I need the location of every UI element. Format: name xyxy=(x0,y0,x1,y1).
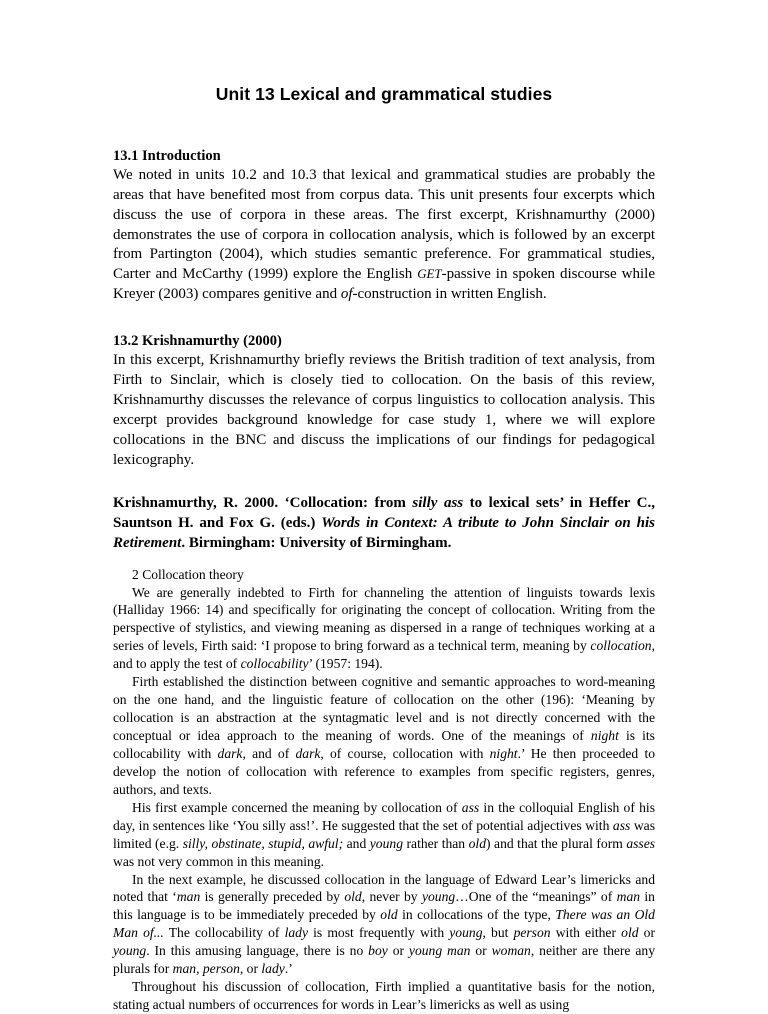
excerpt-section-number: 2 Collocation theory xyxy=(132,566,244,582)
excerpt-block xyxy=(113,566,655,1014)
paragraph-krishnamurthy-overview: In this excerpt, Krishnamurthy briefly reviews the British tradition of text analysis, from Firth to Sinclair, which is closely tied to collocation. On the basis of this review, Krishnamurthy discusses the relevance of corpus linguistics to collocation analysis. This excerpt provides background knowledge for case study 1, where we will explore collocations in the BNC and discuss the implications of our findings for pedagogical lexicography. xyxy=(113,352,655,468)
citation-reference: Krishnamurthy, R. 2000. ‘Collocation: from silly ass to lexical sets’ in Heffer C., Sauntson H. and Fox G. (eds.) Words in Context: A tribute to John Sinclair on his Retirement. Birmingham: University of Birmingham. xyxy=(113,494,655,551)
page-title: Unit 13 Lexical and grammatical studies xyxy=(215,84,553,104)
excerpt-paragraph: His first example concerned the meaning by collocation of ass in the colloquial English of his day, in sentences like ‘You silly ass!’. He suggested that the set of potential adjectives with ass was limited (e.g. silly, obstinate, stupid, awful; and young rather than old) and that the plural form asses was not very common in this meaning. xyxy=(113,799,656,869)
section-heading-13-1: 13.1 Introduction xyxy=(113,147,221,164)
excerpt-paragraph: Firth established the distinction between cognitive and semantic approaches to word-meaning on the one hand, and the linguistic feature of collocation on the other (196): ‘Meaning by collocation is an abstraction at the syntagmatic level and is not directly concerned with the conceptual or idea approach to the meaning of words. One of the meanings of night is its collocability with dark, and of dark, of course, collocation with night.’ He then proceeded to develop the notion of collocation with reference to examples from specific registers, genres, authors, and texts. xyxy=(113,674,656,797)
excerpt-paragraph: Throughout his discussion of collocation, Firth implied a quantitative basis for the notion, stating actual numbers of occurrences for words in Lear’s limericks as well as using xyxy=(113,979,655,1013)
paragraph-introduction: We noted in units 10.2 and 10.3 that lexical and grammatical studies are probably the areas that have benefited most from corpus data. This unit presents four excerpts which discuss the use of corpora in these areas. The first excerpt, Krishnamurthy (2000) demonstrates the use of corpora in collocation analysis, which is followed by an excerpt from Partington (2004), which studies semantic preference. For grammatical studies, Carter and McCarthy (1999) explore the English GET-passive in spoken discourse while Kreyer (2003) compares genitive and of-construction in written English. xyxy=(113,166,655,303)
section-heading-13-2: 13.2 Krishnamurthy (2000) xyxy=(113,333,282,350)
excerpt-paragraph: In the next example, he discussed collocation in the language of Edward Lear’s limericks and noted that ‘man is generally preceded by old, never by young…One of the “meanings” of man in this language is to be immediately preceded by old in collocations of the type, There was an Old Man of... The collocability of lady is most frequently with young, but person with either old or young. In this amusing language, there is no boy or young man or woman, neither are there any plurals for man, person, or lady.’ xyxy=(113,871,655,977)
excerpt-paragraph: We are generally indebted to Firth for channeling the attention of linguists towards lexis (Halliday 1966: 14) and specifically for originating the concept of collocation. Writing from the perspective of stylistics, and viewing meaning as dispersed in a range of techniques working at a series of levels, Firth said: ‘I propose to bring forward as a technical term, meaning by collocation, and to apply the test of collocability’ (1957: 194). xyxy=(113,584,655,672)
